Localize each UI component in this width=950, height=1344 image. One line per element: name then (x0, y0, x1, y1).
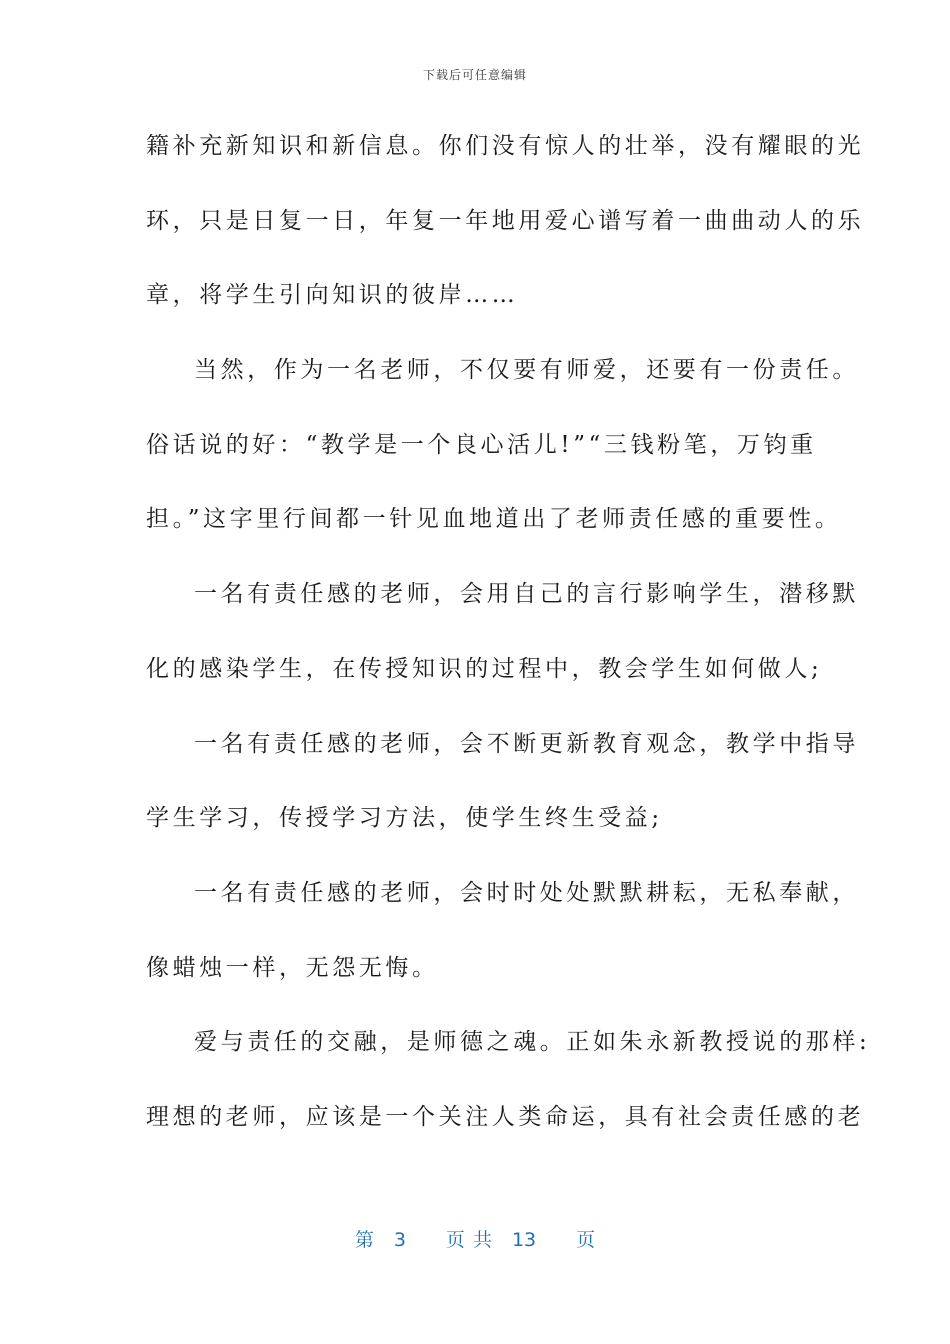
text-line: 籍补充新知识和新信息。你们没有惊人的壮举，没有耀眼的光 (146, 133, 865, 159)
text-line: 章，将学生引向知识的彼岸…… (146, 282, 519, 309)
footer-label-pages: 页 (576, 1229, 596, 1251)
paragraph-start-line: 一名有责任感的老师，会不断更新教育观念，教学中指导 (194, 730, 859, 757)
text-line: 环，只是日复一日，年复一年地用爱心谱写着一曲曲动人的乐 (146, 207, 865, 234)
text-line: 担。”这字里行间都一针见血地道出了老师责任感的重要性。 (146, 506, 842, 533)
text-line: 化的感染学生，在传授知识的过程中，教会学生如何做人; (146, 655, 823, 682)
footer-total-pages: 13 (511, 1229, 537, 1251)
text-line: 学生学习，传授学习方法，使学生终生受益; (146, 805, 663, 832)
text-line: 像蜡烛一样，无怨无悔。 (146, 954, 439, 981)
paragraph-start-line: 当然，作为一名老师，不仅要有师爱，还要有一份责任。 (194, 357, 859, 384)
paragraph-start-line: 一名有责任感的老师，会用自己的言行影响学生，潜移默 (194, 581, 859, 608)
paragraph-start-line: 爱与责任的交融，是师德之魂。正如朱永新教授说的那样: (194, 1029, 871, 1056)
paragraph-start-line: 一名有责任感的老师，会时时处处默默耕耘，无私奉献， (194, 879, 859, 906)
document-body (146, 118, 871, 1164)
page-footer (0, 1225, 950, 1252)
page-header: 下载后可任意编辑 (422, 68, 527, 82)
text-line: 俗话说的好：“教学是一个良心活儿!”“三钱粉笔，万钧重 (146, 431, 817, 458)
footer-current-page: 3 (393, 1229, 406, 1251)
footer-label-page: 第 (354, 1229, 374, 1251)
footer-label-of: 页 共 (445, 1229, 492, 1251)
text-line: 理想的老师，应该是一个关注人类命运，具有社会责任感的老 (146, 1103, 865, 1130)
